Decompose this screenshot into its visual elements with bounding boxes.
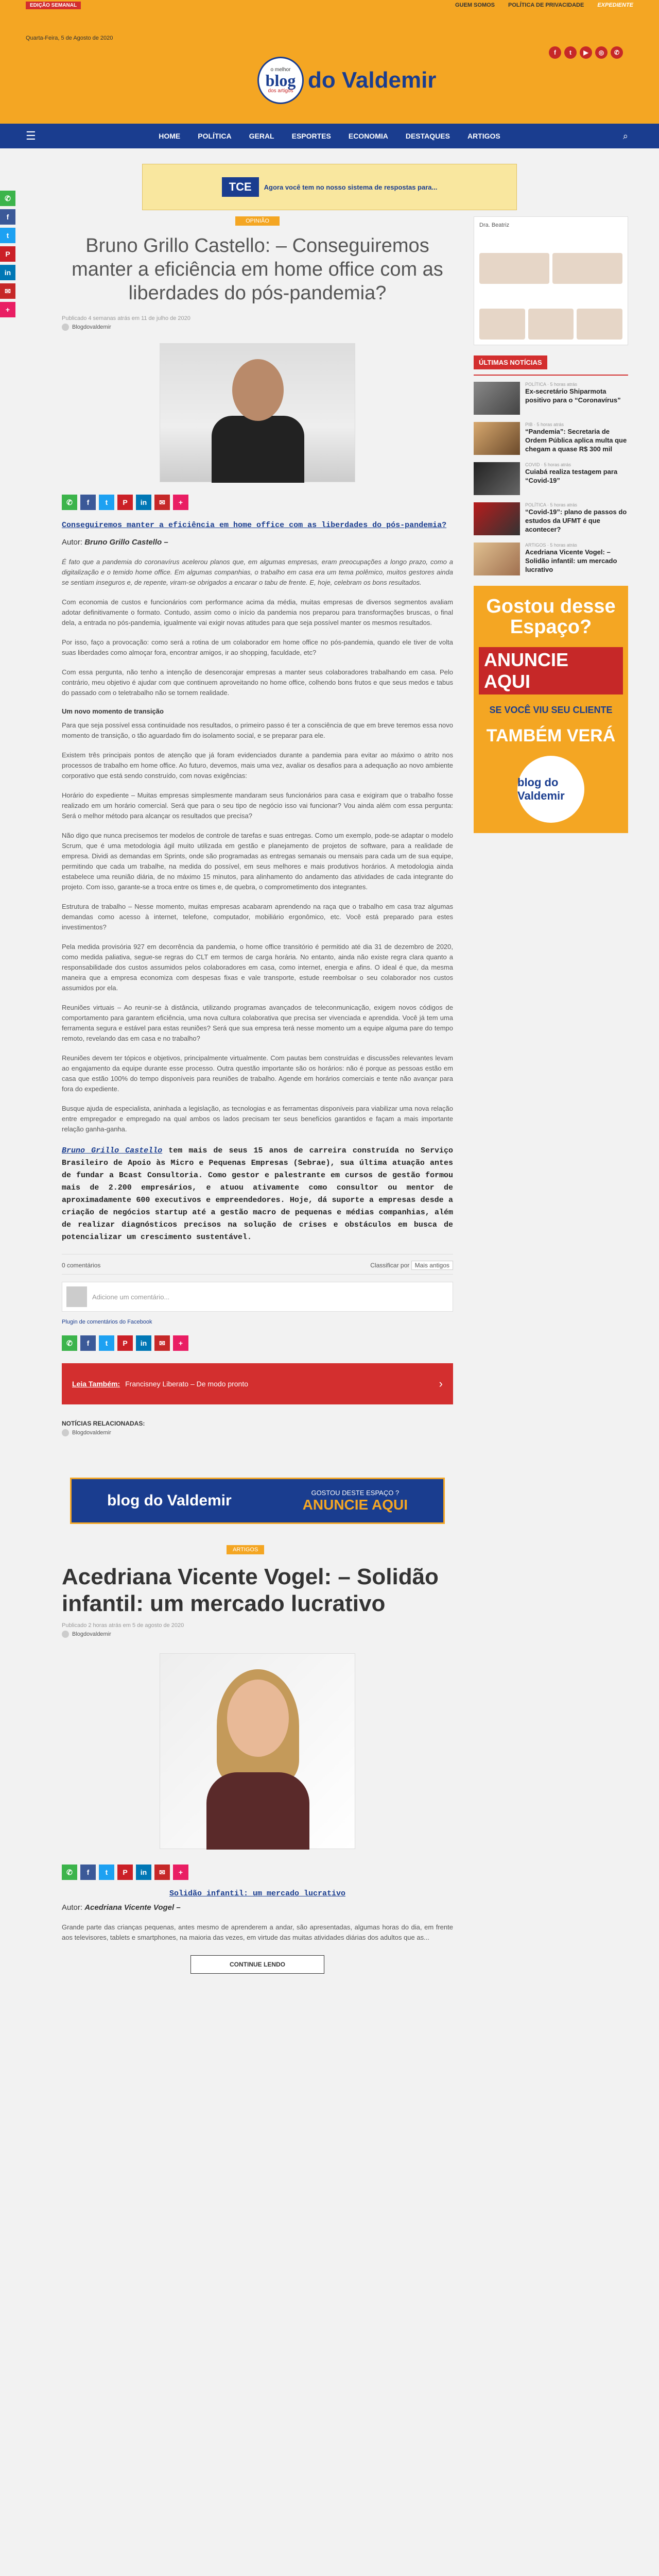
article-autor: [62, 538, 453, 547]
ad-image: [552, 253, 622, 284]
twitter-share-icon[interactable]: t: [99, 1335, 114, 1351]
news-meta: POLÍTICA · 5 horas atrás: [525, 382, 578, 387]
autor-label: Autor:: [62, 538, 83, 547]
photo-face-shape: [232, 359, 284, 421]
linkedin-share-icon[interactable]: in: [136, 1865, 151, 1880]
paragraph: Existem três principais pontos de atenção que já foram evidenciados durante a pandemia para evitar ao máximo o atrito nos processos de trabalho em home office. Ao futuro, devemos, mais uma vez, avaliar os desafios para a adequação ao novo ambiente corporativo que está sendo construído, com novas exigências:: [62, 751, 453, 779]
news-author-line: [62, 1429, 453, 1436]
linkedin-share-icon[interactable]: in: [136, 1335, 151, 1351]
nav-economia[interactable]: ECONOMIA: [348, 132, 388, 140]
facebook-share-icon[interactable]: f: [0, 209, 15, 225]
nav-home[interactable]: HOME: [159, 132, 181, 140]
pinterest-share-icon[interactable]: P: [117, 1335, 133, 1351]
photo-body-shape: [212, 416, 304, 483]
share-buttons-bottom: [62, 1335, 453, 1351]
article-2: [62, 1545, 453, 1974]
author-name[interactable]: Blogdovaldemir: [72, 1631, 111, 1637]
sort-select[interactable]: Mais antigos: [411, 1261, 453, 1270]
author-line: [62, 324, 453, 331]
autor-name: Bruno Grillo Castello –: [84, 538, 168, 547]
more-share-icon[interactable]: +: [173, 1865, 188, 1880]
news-info: [525, 382, 628, 415]
commenter-avatar: [66, 1286, 87, 1307]
sidebar-ad-dental[interactable]: [474, 216, 628, 345]
news-thumb: [474, 502, 520, 535]
more-share-icon[interactable]: +: [173, 1335, 188, 1351]
edition-badge[interactable]: EDIÇÃO SEMANAL: [26, 2, 81, 9]
news-thumb: [474, 462, 520, 495]
sidebar-news-item[interactable]: [474, 382, 628, 415]
author-name[interactable]: Blogdovaldemir: [72, 1430, 111, 1436]
autor-label: Autor:: [62, 1903, 83, 1912]
nav-politica[interactable]: POLÍTICA: [198, 132, 232, 140]
email-share-icon[interactable]: ✉: [154, 1335, 170, 1351]
bigad-cta: ANUNCIE AQUI: [479, 647, 623, 694]
news-info: [525, 502, 628, 535]
news-title[interactable]: Cuiabá realiza testagem para “Covid-19”: [525, 468, 618, 484]
pinterest-share-icon[interactable]: P: [117, 1865, 133, 1880]
sidebar-title: ÚLTIMAS NOTÍCIAS: [474, 355, 547, 369]
top-banner-ad[interactable]: [142, 164, 517, 210]
nav-artigos[interactable]: ARTIGOS: [467, 132, 500, 140]
sort-label: Classificar por: [370, 1262, 410, 1269]
ad-image: [528, 309, 574, 340]
author-photo: [160, 343, 355, 482]
related-post-box[interactable]: [62, 1363, 453, 1404]
author-avatar: [62, 324, 69, 331]
bigad-sub: SE VOCÊ VIU SEU CLIENTE: [489, 704, 613, 715]
author-avatar: [62, 1631, 69, 1638]
comments-count: 0 comentários: [62, 1262, 101, 1269]
linkedin-share-icon[interactable]: in: [0, 265, 15, 280]
youtube-icon[interactable]: ▶: [580, 46, 592, 59]
twitter-share-icon[interactable]: t: [99, 495, 114, 510]
paragraph: Com essa pergunta, não tenho a intenção de desencorajar empresas a manter seus colaboradores trabalhando em casa. Pelo contrário, meu objetivo é ajudar com que continuem aproveitando no home office, colhendo bons frutos e que seus medos e tabus do passado com o teletrabalho não se tornem realidade.: [62, 668, 453, 697]
sidebar: [474, 216, 628, 833]
sidebar-news-item[interactable]: [474, 543, 628, 575]
bio-text: tem mais de seus 15 anos de carreira construída no Serviço Brasileiro de Apoio às Micro e Pequenas Empresas (Sebrae), sua última atuação antes de fundar a Bcast Consultoria. Como gestor e palestrante em cursos de gestão formou mais de 2.200 empresários, e atuou ativamente como consultor ou mentor de aproximadamente 600 executivos e empreendedores. Hoje, dá suporte a empresas desde a criação de negócios startup até a gestão macro de pequenas e médias companhias, além de realizar diagnósticos precisos na solução de crises e obstáculos em busca de potencializar um crescimento sustentável.: [62, 1146, 453, 1242]
email-share-icon[interactable]: ✉: [154, 495, 170, 510]
nav-geral[interactable]: GERAL: [249, 132, 274, 140]
more-share-icon[interactable]: +: [173, 495, 188, 510]
comments-sort[interactable]: [370, 1262, 453, 1269]
autor-name: Acedriana Vicente Vogel –: [84, 1903, 181, 1912]
main-column: [62, 216, 453, 1986]
logo-bubble: [257, 57, 304, 104]
comment-input[interactable]: Adicione um comentário...: [92, 1293, 170, 1301]
news-related-label: NOTÍCIAS RELACIONADAS:: [62, 1420, 145, 1427]
news-title[interactable]: “Pandemia”: Secretaria de Ordem Pública aplica multa que chegam a quase R$ 300 mil: [525, 428, 627, 453]
sidebar-ad-images: [479, 253, 622, 284]
author-line: [62, 1631, 453, 1638]
sidebar-big-ad[interactable]: [474, 586, 628, 833]
article2-meta: [62, 1622, 453, 1638]
bigad-verá: TAMBÉM VERÁ: [486, 725, 616, 745]
news-title[interactable]: “Covid-19”: plano de passos do estudos da UFMT é que acontecer?: [525, 508, 627, 533]
paragraph: Não digo que nunca precisemos ter modelos de controle de tarefas e suas entregas. Como um exemplo, pode-se adaptar o modelo Scrum, que é uma metodologia ágil muito utilizada em gestão e planejamento de projetos de software, para a realidade de empresa. Dividi as demandas em Sprints, onde são programadas as entregas semanais ou mensais para cada um de sua equipe, permitindo que cada um trabalhe, na medida do possível, em seus melhores e mais produtivos horários. A metodologia ainda estabelece uma reunião diária, de no máximo 15 minutos, para alinhamento do andamento das atividades de cada integrante do projeto. Com isso, garante-se a troca entre os times e, de quebra, o comprometimento dos integrantes.: [62, 832, 453, 891]
facebook-share-icon[interactable]: f: [80, 1335, 96, 1351]
paragraph: É fato que a pandemia do coronavírus acelerou planos que, em algumas empresas, eram preocupações a longo prazo, como a digitalização e o temido home office. Em algumas companhias, o trabalho em casa era um tema polêmico, muitos gestores ainda se sentiam inseguros e, de repente, viram-se obrigados a encarar o tabu de frente. E, hoje, celebram os bons resultados.: [62, 558, 453, 586]
logo-text-top: o melhor: [270, 67, 291, 73]
top-bar: [0, 0, 659, 10]
sidebar-ad-title: Dra. Beatriz: [479, 222, 510, 228]
link-expediente[interactable]: EXPEDIENTE: [597, 2, 633, 8]
section-heading: Um novo momento de transição: [62, 707, 164, 715]
paragraph: Estrutura de trabalho – Nesse momento, muitas empresas acabaram aprendendo na raça que o trabalho em casa traz algumas demandas como acesso à internet, telefone, computador, mobiliário ergonômico, etc. Você está preparado para estes investimentos?: [62, 903, 453, 931]
instagram-icon[interactable]: ◎: [595, 46, 608, 59]
logo-name: do Valdemir: [308, 67, 437, 93]
whatsapp-share-icon[interactable]: ✆: [62, 1335, 77, 1351]
twitter-share-icon[interactable]: t: [99, 1865, 114, 1880]
logo-text-blog: blog: [265, 71, 296, 90]
more-share-icon[interactable]: +: [0, 302, 15, 317]
sidebar-title-line: [474, 355, 628, 376]
comments-header: [62, 1262, 453, 1275]
ad-text: Agora você tem no nosso sistema de respostas para...: [264, 183, 438, 191]
news-thumb: [474, 543, 520, 575]
ad2-cta: ANUNCIE AQUI: [302, 1496, 408, 1513]
sidebar-ad-images: [479, 309, 622, 340]
news-info: [525, 422, 628, 455]
bigad-logo: blog do Valdemir: [517, 756, 584, 823]
whatsapp-icon[interactable]: ✆: [611, 46, 623, 59]
paragraph: Reuniões devem ter tópicos e objetivos, principalmente virtualmente. Com pautas bem construídas e discussões relevantes levam ao engajamento da equipe durante esse processo. Outra questão importante são os horários: não é porque as pessoas estão em casa que estão 100% do tempo disponíveis para reuniões de trabalho. Agende em horários comerciais e tente não avançar para fora do expediente.: [62, 1054, 453, 1093]
publish-date: Publicado 2 horas atrás em 5 de agosto de 2020: [62, 1622, 184, 1629]
bio-author-link[interactable]: Bruno Grillo Castello: [62, 1146, 163, 1155]
whatsapp-share-icon[interactable]: ✆: [0, 191, 15, 206]
facebook-icon[interactable]: f: [549, 46, 561, 59]
top-links: [455, 2, 633, 8]
email-share-icon[interactable]: ✉: [0, 283, 15, 299]
related-title[interactable]: Francisney Liberato – De modo pronto: [125, 1380, 249, 1388]
facebook-share-icon[interactable]: f: [80, 1865, 96, 1880]
related-label: Leia Também:: [72, 1380, 120, 1388]
article2-photo: [160, 1653, 355, 1849]
current-date: Quarta-Feira, 5 de Agosto de 2020: [26, 35, 113, 41]
link-privacidade[interactable]: POLÍTICA DE PRIVACIDADE: [508, 2, 584, 8]
site-logo[interactable]: [257, 57, 436, 104]
news-thumb: [474, 422, 520, 455]
pinterest-share-icon[interactable]: P: [0, 246, 15, 262]
twitter-share-icon[interactable]: t: [0, 228, 15, 243]
news-info: [525, 462, 628, 495]
paragraph: Por isso, faço a provocação: como será a rotina de um colaborador em home office no pós-pandemia, quando ele tiver de volta suas liberdades como almoçar fora, encontrar amigos, ir ao shopping, faculdade, etc?: [62, 638, 453, 656]
photo-body-shape: [206, 1772, 309, 1850]
author-avatar: [62, 1429, 69, 1436]
article2-category[interactable]: ARTIGOS: [227, 1545, 264, 1554]
link-quem-somos[interactable]: GUEM SOMOS: [455, 2, 495, 8]
logo-text-bottom: dos artigos: [268, 88, 293, 94]
paragraph: Pela medida provisória 927 em decorrência da pandemia, o home office transitório é permitido até dia 31 de dezembro de 2020, como medida paliativa, segue-se regras do CLT em termos de carga horária. No entanto, ainda não existe regra clara quanto a responsabilidade dos custos assumidos pelos colaboradores em casa, como internet, energia e afins. O ideal é que, da mesma maneira que a empresa economiza com despesas fixas e vale transporte, estude reembolsar o seu colaborador nos custos assumidos por ela.: [62, 943, 453, 992]
news-meta: POLÍTICA · 5 horas atrás: [525, 502, 578, 507]
comments-section: [62, 1254, 453, 1325]
share-buttons: [62, 1865, 453, 1880]
continue-reading-button[interactable]: CONTINUE LENDO: [190, 1955, 324, 1974]
facebook-share-icon[interactable]: f: [80, 495, 96, 510]
nav-esportes[interactable]: ESPORTES: [291, 132, 331, 140]
article2-title[interactable]: Acedriana Vicente Vogel: – Solidão infantil: um mercado lucrativo: [62, 1564, 439, 1616]
sidebar-news-item[interactable]: [474, 462, 628, 495]
ad-image: [479, 253, 549, 284]
sidebar-news-item[interactable]: [474, 422, 628, 455]
hamburger-icon[interactable]: ☰: [26, 129, 36, 142]
header-social: [549, 46, 623, 59]
site-header: [0, 10, 659, 124]
news-meta: PIB · 5 horas atrás: [525, 422, 564, 427]
ad2-text: [303, 1489, 408, 1513]
nav-destaques[interactable]: DESTAQUES: [405, 132, 450, 140]
paragraph: Horário do expediente – Muitas empresas simplesmente mandaram seus funcionários para casa e exigiram que o trabalho fosse realizado em um horário comercial. Será que para o seu tipo de negócio isso vai funcionar? Vou ainda além com essa pergunta: Será o melhor método para alcançar os resultados que precisa?: [62, 791, 453, 820]
news-meta: ARTIGOS · 5 horas atrás: [525, 543, 577, 548]
bigad-heading: Gostou desse Espaço?: [486, 595, 616, 638]
news-thumb: [474, 382, 520, 415]
ad-brand: TCE: [222, 177, 259, 197]
paragraph: Para que seja possível essa continuidade nos resultados, o primeiro passo é ter a consciência de que em breve teremos essa novo momento de transição, o tão aguardado fim do isolamento social, e se preparar para ele.: [62, 721, 453, 739]
mid-banner-ad[interactable]: [70, 1478, 445, 1524]
comment-box[interactable]: [62, 1282, 453, 1312]
article2-lead: Solidão infantil: um mercado lucrativo: [169, 1889, 346, 1898]
news-meta: COVID · 5 horas atrás: [525, 462, 571, 467]
news-info: [525, 543, 628, 575]
author-bio: [62, 1145, 453, 1244]
article-category[interactable]: OPINIÃO: [235, 216, 280, 226]
whatsapp-share-icon[interactable]: ✆: [62, 1865, 77, 1880]
photo-face-shape: [227, 1680, 289, 1757]
article-lead: Conseguiremos manter a eficiência em home office com as liberdades do pós-pandemia?: [62, 521, 447, 530]
article2-excerpt: Grande parte das crianças pequenas, antes mesmo de aprenderem a andar, são apresentadas, algumas horas do dia, em frente aos televisores, tablets e smartphones, na maioria das vezes, em virtude das muitas atividades diárias dos adultos que as...: [62, 1923, 453, 1941]
floating-share-bar: [0, 191, 16, 317]
ad2-brand: blog do Valdemir: [107, 1492, 232, 1509]
twitter-icon[interactable]: t: [564, 46, 577, 59]
article-title: Bruno Grillo Castello: – Conseguiremos manter a eficiência em home office com as liberdades do pós-pandemia?: [72, 235, 443, 304]
sidebar-news-item[interactable]: [474, 502, 628, 535]
search-icon[interactable]: ⌕: [622, 130, 628, 141]
linkedin-share-icon[interactable]: in: [136, 495, 151, 510]
email-share-icon[interactable]: ✉: [154, 1865, 170, 1880]
fb-plugin-label[interactable]: Plugin de comentários do Facebook: [62, 1319, 152, 1325]
news-title[interactable]: Ex-secretário Shiparmota positivo para o “Coronavírus”: [525, 387, 621, 404]
ad-image: [577, 309, 622, 340]
news-related-author-line: [62, 1429, 453, 1436]
whatsapp-share-icon[interactable]: ✆: [62, 495, 77, 510]
paragraph: Com economia de custos e funcionários com performance acima da média, muitas empresas de diversos segmentos avaliam adotar definitivamente o formato. Contudo, assim como o início da pandemia nos preparou para transformações bruscas, o final dela, a entrada no pós-pandemia, igualmente vai exigir novas atitudes para que seja possível manter os mesmos resultados.: [62, 598, 453, 626]
paragraph: Busque ajuda de especialista, aninhada a legislação, as tecnologias e as ferramentas disponíveis para viabilizar uma nova relação entre empregador e empregado na qual ambos os lados precisam ter seus benefícios garantidos e façam a mais importante relação ganha-ganha.: [62, 1105, 453, 1133]
chevron-right-icon: ›: [439, 1377, 443, 1390]
publish-date: Publicado 4 semanas atrás em 11 de julho de 2020: [62, 315, 190, 321]
share-buttons: [62, 495, 453, 510]
news-title[interactable]: Acedriana Vicente Vogel: – Solidão infantil: um mercado lucrativo: [525, 548, 617, 573]
article2-autor: [62, 1903, 453, 1912]
ad-image: [479, 309, 525, 340]
paragraph: Reuniões virtuais – Ao reunir-se à distância, utilizando programas avançados de teleconmunicação, exigem novos códigos de comportamento para garantem eficiência, uma nova cultura colaborativa que precisa ser vivenciada e aprendida. Você já tem uma ferramenta segura e estável para estas reuniões? Será que sua empresa terá nesse momento um a equipe alguma pare do tempo remoto, revelando das em casa e no trabalho?: [62, 1004, 453, 1042]
pinterest-share-icon[interactable]: P: [117, 495, 133, 510]
main-nav: [0, 124, 659, 148]
article-meta: [62, 315, 453, 331]
author-name[interactable]: Blogdovaldemir: [72, 324, 111, 330]
ad2-sub: GOSTOU DESTE ESPAÇO ?: [311, 1488, 400, 1497]
